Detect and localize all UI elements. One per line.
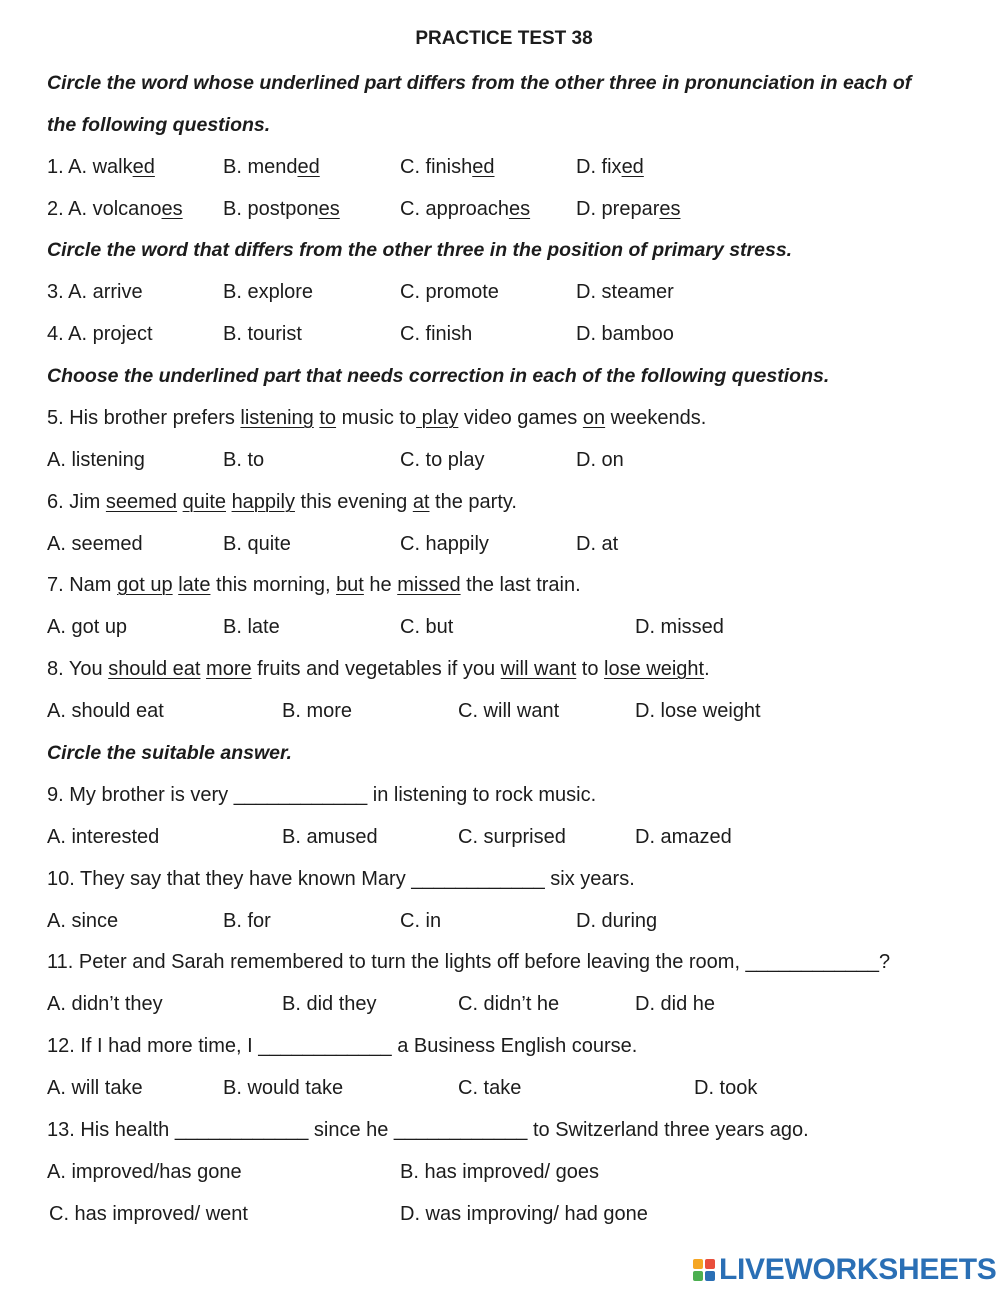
q6-option-a[interactable]: A. seemed bbox=[47, 533, 143, 555]
q9-option-c[interactable]: C. surprised bbox=[458, 826, 566, 848]
q13-option-b[interactable]: B. has improved/ goes bbox=[400, 1161, 599, 1183]
q4-option-d[interactable]: D. bamboo bbox=[576, 323, 674, 345]
question-5-stem: 5. His brother prefers listening to music to play video games on weekends. bbox=[47, 407, 707, 429]
question-7-stem: 7. Nam got up late this morning, but he missed the last train. bbox=[47, 574, 581, 596]
q8-option-b[interactable]: B. more bbox=[282, 700, 353, 722]
question-12-stem: 12. If I had more time, I ____________ a Business English course. bbox=[47, 1035, 638, 1057]
q13-option-c[interactable]: C. has improved/ went bbox=[49, 1203, 248, 1225]
q6-option-d[interactable]: D. at bbox=[576, 533, 619, 555]
q8-option-a[interactable]: A. should eat bbox=[47, 700, 164, 722]
q11-option-b[interactable]: B. did they bbox=[282, 993, 377, 1015]
logo-square bbox=[705, 1271, 715, 1281]
q4-option-c[interactable]: C. finish bbox=[400, 323, 473, 345]
question-11-stem: 11. Peter and Sarah remembered to turn the lights off before leaving the room, ____________? bbox=[47, 951, 891, 973]
q3-option-c[interactable]: C. promote bbox=[400, 281, 499, 303]
q8-option-d[interactable]: D. lose weight bbox=[635, 700, 761, 722]
q9-option-b[interactable]: B. amused bbox=[282, 826, 378, 848]
instruction-suitable: Circle the suitable answer. bbox=[47, 742, 292, 764]
q7-option-a[interactable]: A. got up bbox=[47, 616, 128, 638]
q4-option-b[interactable]: B. tourist bbox=[223, 323, 302, 345]
q12-option-c[interactable]: C. take bbox=[458, 1077, 522, 1099]
q10-option-b[interactable]: B. for bbox=[223, 910, 271, 932]
instruction-pronunciation-cont: the following questions. bbox=[47, 114, 271, 136]
q5-option-b[interactable]: B. to bbox=[223, 449, 265, 471]
question-8-stem: 8. You should eat more fruits and vegetables if you will want to lose weight. bbox=[47, 658, 710, 680]
q2-option-a[interactable]: 2. A. volcanoes bbox=[47, 198, 183, 220]
page-title: PRACTICE TEST 38 bbox=[415, 28, 593, 49]
instruction-stress: Circle the word that differs from the other three in the position of primary stress. bbox=[47, 239, 793, 261]
q6-option-b[interactable]: B. quite bbox=[223, 533, 291, 555]
logo-square bbox=[693, 1259, 703, 1269]
q12-option-b[interactable]: B. would take bbox=[223, 1077, 344, 1099]
q8-option-c[interactable]: C. will want bbox=[458, 700, 560, 722]
q7-option-c[interactable]: C. but bbox=[400, 616, 454, 638]
q10-option-a[interactable]: A. since bbox=[47, 910, 119, 932]
question-9-stem: 9. My brother is very ____________ in listening to rock music. bbox=[47, 784, 597, 806]
q10-option-d[interactable]: D. during bbox=[576, 910, 658, 932]
logo-square bbox=[705, 1259, 715, 1269]
q10-option-c[interactable]: C. in bbox=[400, 910, 442, 932]
liveworksheets-logo[interactable] bbox=[693, 1254, 997, 1286]
q5-option-d[interactable]: D. on bbox=[576, 449, 624, 471]
q1-option-b[interactable]: B. mended bbox=[223, 156, 320, 178]
q13-option-a[interactable]: A. improved/has gone bbox=[47, 1161, 242, 1183]
q5-option-a[interactable]: A. listening bbox=[47, 449, 145, 471]
q1-option-c[interactable]: C. finished bbox=[400, 156, 495, 178]
question-10-stem: 10. They say that they have known Mary ____________ six years. bbox=[47, 868, 635, 890]
liveworksheets-logo-icon bbox=[693, 1259, 715, 1281]
q2-option-b[interactable]: B. postpones bbox=[223, 198, 340, 220]
q3-option-a[interactable]: 3. A. arrive bbox=[47, 281, 143, 303]
q7-option-b[interactable]: B. late bbox=[223, 616, 280, 638]
q1-option-a[interactable]: 1. A. walked bbox=[47, 156, 155, 178]
q6-option-c[interactable]: C. happily bbox=[400, 533, 489, 555]
logo-square bbox=[693, 1271, 703, 1281]
instruction-correction: Choose the underlined part that needs correction in each of the following questions. bbox=[47, 365, 830, 387]
q11-option-a[interactable]: A. didn’t they bbox=[47, 993, 163, 1015]
q12-option-d[interactable]: D. took bbox=[694, 1077, 758, 1099]
q3-option-d[interactable]: D. steamer bbox=[576, 281, 674, 303]
q1-option-d[interactable]: D. fixed bbox=[576, 156, 644, 178]
q4-option-a[interactable]: 4. A. project bbox=[47, 323, 153, 345]
q7-option-d[interactable]: D. missed bbox=[635, 616, 724, 638]
q13-option-d[interactable]: D. was improving/ had gone bbox=[400, 1203, 648, 1225]
q12-option-a[interactable]: A. will take bbox=[47, 1077, 143, 1099]
q2-option-d[interactable]: D. prepares bbox=[576, 198, 681, 220]
question-6-stem: 6. Jim seemed quite happily this evening at the party. bbox=[47, 491, 517, 513]
question-13-stem: 13. His health ____________ since he ____________ to Switzerland three years ago. bbox=[47, 1119, 809, 1141]
q3-option-b[interactable]: B. explore bbox=[223, 281, 314, 303]
instruction-pronunciation: Circle the word whose underlined part differs from the other three in pronunciation in each of bbox=[47, 72, 912, 94]
logo-text: LIVEWORKSHEETS bbox=[719, 1253, 997, 1286]
q9-option-d[interactable]: D. amazed bbox=[635, 826, 732, 848]
q9-option-a[interactable]: A. interested bbox=[47, 826, 160, 848]
q11-option-d[interactable]: D. did he bbox=[635, 993, 716, 1015]
q2-option-c[interactable]: C. approaches bbox=[400, 198, 531, 220]
q5-option-c[interactable]: C. to play bbox=[400, 449, 485, 471]
q11-option-c[interactable]: C. didn’t he bbox=[458, 993, 560, 1015]
